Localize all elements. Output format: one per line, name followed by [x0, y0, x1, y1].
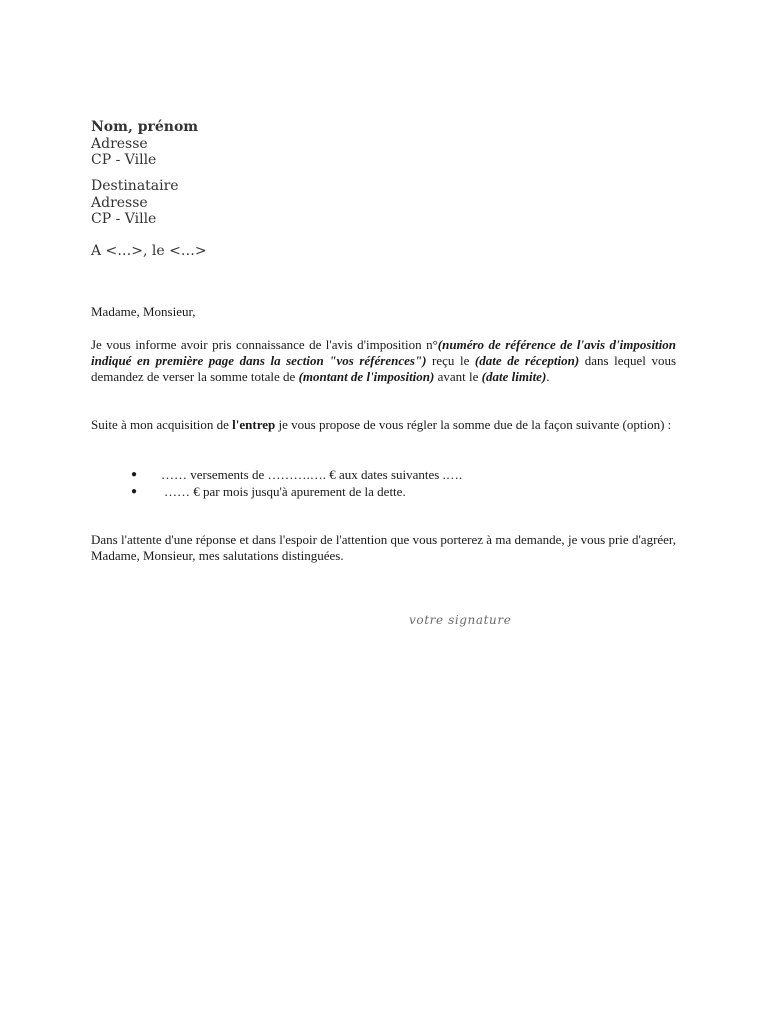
para1-reference-number: (numéro de référence de l'avis d'imposition indiqué en première page dans la section "vos références") [91, 337, 677, 368]
para1-deadline: (date limite) [481, 369, 547, 384]
para2-text-1: Suite à mon acquisition de [91, 417, 233, 432]
sender-block [91, 119, 198, 169]
para1-text-2: reçu le [426, 353, 475, 368]
para2-company: l'entrep [232, 417, 276, 432]
payment-options-list [131, 466, 462, 500]
paragraph-closing: Dans l'attente d'une réponse et dans l'espoir de l'attention que vous porterez à ma demande, je vous prie d'agréer, Madame, Monsieur, mes salutations distinguées. [91, 532, 676, 563]
para2-text-2: je vous propose de vous régler la somme due de la façon suivante (option) : [275, 417, 672, 432]
para1-text-3: dans lequel vous demandez de verser la somme totale de [91, 353, 676, 384]
recipient-address: Adresse [91, 194, 148, 211]
para1-text-5: . [546, 369, 550, 384]
recipient-name: Destinataire [91, 178, 179, 194]
sender-city: CP - Ville [91, 152, 157, 168]
sender-name: Nom, prénom [91, 119, 199, 135]
option-installments: …… versements de ……….…. € aux dates suivantes .…. [161, 467, 463, 482]
recipient-city: CP - Ville [91, 211, 157, 227]
para1-tax-amount: (montant de l'imposition) [298, 369, 435, 384]
place-date: A <…>, le <…> [91, 243, 207, 259]
list-item [131, 483, 462, 500]
paragraph-proposal [91, 417, 676, 433]
bullet-icon: ● [131, 469, 138, 480]
salutation: Madame, Monsieur, [91, 304, 196, 319]
list-item [131, 466, 462, 483]
option-monthly: …… € par mois jusqu'à apurement de la dette. [164, 484, 406, 499]
bullet-icon: ● [131, 486, 138, 497]
paragraph-notice [91, 337, 676, 385]
para1-text-1: Je vous informe avoir pris connaissance de l'avis d'imposition n° [91, 337, 438, 352]
para1-reception-date: (date de réception) [474, 353, 580, 368]
sender-address: Adresse [91, 135, 148, 152]
recipient-block [91, 178, 179, 228]
signature-placeholder: votre signature [409, 613, 512, 627]
para1-text-4: avant le [434, 369, 482, 384]
